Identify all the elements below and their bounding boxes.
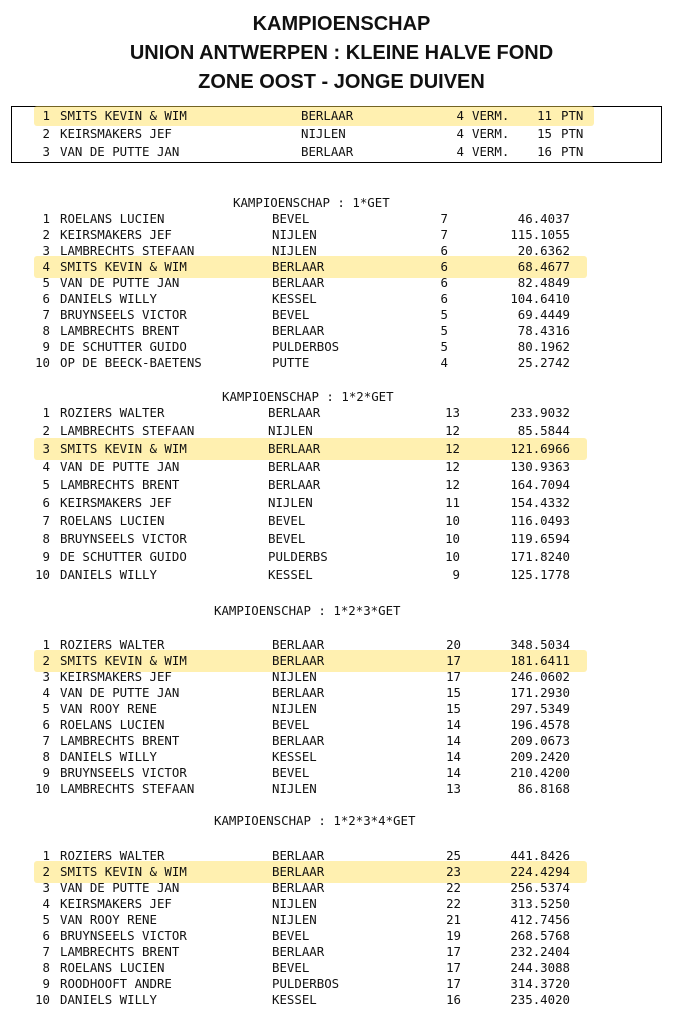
row-score: 115.1055: [510, 227, 570, 242]
ranking-row: [0, 477, 683, 493]
row-rank: 8: [42, 531, 50, 546]
row-count: 5: [440, 339, 448, 354]
row-name: LAMBRECHTS BRENT: [60, 323, 180, 338]
podium-count: 4: [456, 144, 464, 159]
row-count: 14: [446, 717, 461, 732]
row-rank: 2: [42, 653, 50, 668]
row-name: BRUYNSEELS VICTOR: [60, 765, 187, 780]
podium-town: BERLAAR: [301, 144, 354, 159]
podium-name: VAN DE PUTTE JAN: [60, 144, 180, 159]
row-score: 233.9032: [510, 405, 570, 420]
podium-row: [0, 144, 683, 160]
row-town: BEVEL: [272, 765, 310, 780]
row-count: 14: [446, 765, 461, 780]
row-town: BERLAAR: [272, 259, 325, 274]
ranking-row: [0, 531, 683, 547]
row-town: BERLAAR: [272, 323, 325, 338]
row-rank: 6: [42, 495, 50, 510]
row-town: BERLAAR: [268, 477, 321, 492]
row-score: 209.0673: [510, 733, 570, 748]
row-score: 348.5034: [510, 637, 570, 652]
ranking-row: [0, 880, 683, 896]
row-name: KEIRSMAKERS JEF: [60, 669, 172, 684]
section-title: KAMPIOENSCHAP : 1*2*GET: [222, 389, 394, 404]
row-town: NIJLEN: [268, 495, 313, 510]
row-town: KESSEL: [272, 992, 317, 1007]
row-name: VAN DE PUTTE JAN: [60, 459, 180, 474]
ranking-row: [0, 355, 683, 371]
row-name: SMITS KEVIN & WIM: [60, 441, 187, 456]
row-rank: 4: [42, 685, 50, 700]
row-name: DANIELS WILLY: [60, 992, 157, 1007]
row-name: DE SCHUTTER GUIDO: [60, 549, 187, 564]
podium-name: SMITS KEVIN & WIM: [60, 108, 187, 123]
row-rank: 1: [42, 405, 50, 420]
podium-verm-label: VERM.: [472, 126, 510, 141]
row-town: KESSEL: [268, 567, 313, 582]
row-count: 7: [440, 227, 448, 242]
row-score: 82.4849: [517, 275, 570, 290]
row-score: 85.5844: [517, 423, 570, 438]
ranking-row: [0, 495, 683, 511]
row-rank: 9: [42, 339, 50, 354]
podium-rank: 3: [42, 144, 50, 159]
row-name: KEIRSMAKERS JEF: [60, 227, 172, 242]
ranking-row: [0, 781, 683, 797]
podium-rank: 1: [42, 108, 50, 123]
row-count: 17: [446, 976, 461, 991]
row-rank: 3: [42, 880, 50, 895]
row-name: KEIRSMAKERS JEF: [60, 495, 172, 510]
row-rank: 7: [42, 307, 50, 322]
ranking-row: [0, 567, 683, 583]
row-name: BRUYNSEELS VICTOR: [60, 531, 187, 546]
ranking-row: [0, 405, 683, 421]
row-town: BERLAAR: [272, 848, 325, 863]
row-name: VAN ROOY RENE: [60, 912, 157, 927]
podium-verm-label: VERM.: [472, 144, 510, 159]
row-count: 16: [446, 992, 461, 1007]
podium-count: 4: [456, 126, 464, 141]
section-title: KAMPIOENSCHAP : 1*GET: [233, 195, 390, 210]
row-name: BRUYNSEELS VICTOR: [60, 307, 187, 322]
row-count: 21: [446, 912, 461, 927]
row-score: 25.2742: [517, 355, 570, 370]
document-title-block: [0, 10, 683, 97]
row-count: 25: [446, 848, 461, 863]
ranking-row: [0, 275, 683, 291]
row-rank: 2: [42, 423, 50, 438]
row-name: LAMBRECHTS BRENT: [60, 944, 180, 959]
ranking-row: [0, 653, 683, 669]
row-score: 412.7456: [510, 912, 570, 927]
row-count: 17: [446, 669, 461, 684]
row-count: 10: [445, 531, 460, 546]
row-count: 14: [446, 733, 461, 748]
row-count: 19: [446, 928, 461, 943]
row-rank: 10: [35, 781, 50, 796]
row-name: ROZIERS WALTER: [60, 637, 165, 652]
row-name: VAN ROOY RENE: [60, 701, 157, 716]
ranking-row: [0, 323, 683, 339]
row-score: 268.5768: [510, 928, 570, 943]
row-name: LAMBRECHTS BRENT: [60, 477, 180, 492]
row-name: ROZIERS WALTER: [60, 405, 165, 420]
row-town: BERLAAR: [272, 637, 325, 652]
row-count: 17: [446, 960, 461, 975]
ranking-row: [0, 896, 683, 912]
row-score: 256.5374: [510, 880, 570, 895]
row-count: 22: [446, 896, 461, 911]
row-count: 17: [446, 653, 461, 668]
row-score: 235.4020: [510, 992, 570, 1007]
row-rank: 1: [42, 637, 50, 652]
row-name: KEIRSMAKERS JEF: [60, 896, 172, 911]
row-rank: 1: [42, 848, 50, 863]
row-count: 10: [445, 513, 460, 528]
row-rank: 5: [42, 477, 50, 492]
row-score: 209.2420: [510, 749, 570, 764]
document-zone-title: ZONE OOST - JONGE DUIVEN: [198, 71, 485, 93]
row-count: 5: [440, 307, 448, 322]
row-rank: 6: [42, 291, 50, 306]
row-town: PULDERBS: [268, 549, 328, 564]
row-name: ROELANS LUCIEN: [60, 211, 165, 226]
row-score: 69.4449: [517, 307, 570, 322]
ranking-row: [0, 733, 683, 749]
row-rank: 8: [42, 323, 50, 338]
row-count: 5: [440, 323, 448, 338]
row-count: 6: [440, 259, 448, 274]
row-town: BERLAAR: [268, 459, 321, 474]
row-name: ROZIERS WALTER: [60, 848, 165, 863]
row-town: PULDERBOS: [272, 339, 340, 354]
row-score: 68.4677: [517, 259, 570, 274]
row-score: 116.0493: [510, 513, 570, 528]
row-name: VAN DE PUTTE JAN: [60, 685, 180, 700]
row-name: ROELANS LUCIEN: [60, 960, 165, 975]
ranking-row: [0, 459, 683, 475]
ranking-row: [0, 928, 683, 944]
row-town: NIJLEN: [272, 781, 317, 796]
ranking-row: [0, 701, 683, 717]
row-town: NIJLEN: [268, 423, 313, 438]
document-subtitle: UNION ANTWERPEN : KLEINE HALVE FOND: [129, 42, 554, 64]
row-town: BEVEL: [272, 717, 310, 732]
podium-points: 15: [537, 126, 552, 141]
row-count: 6: [440, 275, 448, 290]
row-rank: 1: [42, 211, 50, 226]
ranking-row: [0, 227, 683, 243]
ranking-row: [0, 960, 683, 976]
row-score: 78.4316: [517, 323, 570, 338]
row-rank: 10: [35, 355, 50, 370]
row-name: LAMBRECHTS STEFAAN: [60, 243, 195, 258]
document-title: KAMPIOENSCHAP: [252, 13, 431, 35]
row-town: BERLAAR: [272, 880, 325, 895]
row-count: 4: [440, 355, 448, 370]
ranking-row: [0, 976, 683, 992]
row-count: 15: [446, 685, 461, 700]
row-town: NIJLEN: [272, 896, 317, 911]
podium-name: KEIRSMAKERS JEF: [60, 126, 172, 141]
row-rank: 7: [42, 733, 50, 748]
row-count: 13: [445, 405, 460, 420]
row-score: 232.2404: [510, 944, 570, 959]
row-score: 181.6411: [510, 653, 570, 668]
ranking-row: [0, 307, 683, 323]
podium-points-unit: PTN: [561, 126, 584, 141]
row-count: 15: [446, 701, 461, 716]
row-name: SMITS KEVIN & WIM: [60, 259, 187, 274]
row-town: KESSEL: [272, 749, 317, 764]
row-rank: 8: [42, 749, 50, 764]
row-rank: 4: [42, 459, 50, 474]
row-town: BERLAAR: [272, 653, 325, 668]
row-score: 441.8426: [510, 848, 570, 863]
podium-points: 11: [537, 108, 552, 123]
ranking-row: [0, 749, 683, 765]
row-town: BERLAAR: [272, 944, 325, 959]
row-count: 13: [446, 781, 461, 796]
ranking-row: [0, 339, 683, 355]
ranking-row: [0, 423, 683, 439]
row-rank: 3: [42, 243, 50, 258]
row-town: BEVEL: [268, 513, 306, 528]
ranking-row: [0, 685, 683, 701]
podium-points: 16: [537, 144, 552, 159]
row-count: 11: [445, 495, 460, 510]
row-count: 12: [445, 441, 460, 456]
row-name: LAMBRECHTS STEFAAN: [60, 781, 195, 796]
ranking-row: [0, 549, 683, 565]
row-rank: 9: [42, 549, 50, 564]
podium-points-unit: PTN: [561, 144, 584, 159]
row-name: ROODHOOFT ANDRE: [60, 976, 172, 991]
row-score: 46.4037: [517, 211, 570, 226]
row-town: NIJLEN: [272, 701, 317, 716]
ranking-row: [0, 441, 683, 457]
row-name: LAMBRECHTS STEFAAN: [60, 423, 195, 438]
ranking-row: [0, 944, 683, 960]
row-score: 297.5349: [510, 701, 570, 716]
row-town: PUTTE: [272, 355, 310, 370]
ranking-row: [0, 669, 683, 685]
ranking-row: [0, 513, 683, 529]
row-rank: 8: [42, 960, 50, 975]
row-score: 80.1962: [517, 339, 570, 354]
row-count: 22: [446, 880, 461, 895]
podium-row: [0, 108, 683, 124]
row-count: 6: [440, 291, 448, 306]
podium-town: NIJLEN: [301, 126, 346, 141]
row-town: BEVEL: [272, 211, 310, 226]
row-rank: 9: [42, 765, 50, 780]
row-town: BERLAAR: [272, 733, 325, 748]
row-town: BERLAAR: [268, 405, 321, 420]
row-count: 23: [446, 864, 461, 879]
row-rank: 4: [42, 896, 50, 911]
row-name: VAN DE PUTTE JAN: [60, 275, 180, 290]
row-score: 125.1778: [510, 567, 570, 582]
row-town: PULDERBOS: [272, 976, 340, 991]
row-town: BERLAAR: [268, 441, 321, 456]
row-rank: 7: [42, 513, 50, 528]
row-rank: 7: [42, 944, 50, 959]
row-score: 171.8240: [510, 549, 570, 564]
row-score: 244.3088: [510, 960, 570, 975]
row-rank: 5: [42, 701, 50, 716]
row-count: 10: [445, 549, 460, 564]
row-town: NIJLEN: [272, 227, 317, 242]
row-score: 196.4578: [510, 717, 570, 732]
row-rank: 6: [42, 717, 50, 732]
podium-count: 4: [456, 108, 464, 123]
row-score: 86.8168: [517, 781, 570, 796]
row-name: OP DE BEECK-BAETENS: [60, 355, 202, 370]
row-name: LAMBRECHTS BRENT: [60, 733, 180, 748]
row-score: 119.6594: [510, 531, 570, 546]
row-score: 20.6362: [517, 243, 570, 258]
row-name: DANIELS WILLY: [60, 291, 157, 306]
row-count: 6: [440, 243, 448, 258]
row-rank: 9: [42, 976, 50, 991]
row-rank: 5: [42, 912, 50, 927]
ranking-row: [0, 211, 683, 227]
podium-verm-label: VERM.: [472, 108, 510, 123]
row-rank: 5: [42, 275, 50, 290]
row-name: SMITS KEVIN & WIM: [60, 864, 187, 879]
row-score: 154.4332: [510, 495, 570, 510]
row-name: BRUYNSEELS VICTOR: [60, 928, 187, 943]
row-count: 9: [452, 567, 460, 582]
row-count: 14: [446, 749, 461, 764]
row-name: SMITS KEVIN & WIM: [60, 653, 187, 668]
row-count: 20: [446, 637, 461, 652]
row-rank: 4: [42, 259, 50, 274]
row-score: 246.0602: [510, 669, 570, 684]
row-town: BERLAAR: [272, 685, 325, 700]
row-count: 12: [445, 423, 460, 438]
row-score: 314.3720: [510, 976, 570, 991]
podium-rank: 2: [42, 126, 50, 141]
podium-points-unit: PTN: [561, 108, 584, 123]
podium-town: BERLAAR: [301, 108, 354, 123]
row-town: BEVEL: [272, 307, 310, 322]
row-name: DANIELS WILLY: [60, 749, 157, 764]
row-rank: 10: [35, 992, 50, 1007]
section-title: KAMPIOENSCHAP : 1*2*3*GET: [214, 603, 401, 618]
row-score: 104.6410: [510, 291, 570, 306]
section-title: KAMPIOENSCHAP : 1*2*3*4*GET: [214, 813, 416, 828]
row-score: 121.6966: [510, 441, 570, 456]
row-town: BEVEL: [268, 531, 306, 546]
row-name: ROELANS LUCIEN: [60, 513, 165, 528]
row-town: KESSEL: [272, 291, 317, 306]
row-count: 12: [445, 477, 460, 492]
ranking-row: [0, 864, 683, 880]
ranking-row: [0, 259, 683, 275]
ranking-row: [0, 992, 683, 1008]
row-score: 210.4200: [510, 765, 570, 780]
row-rank: 10: [35, 567, 50, 582]
row-name: DANIELS WILLY: [60, 567, 157, 582]
podium-row: [0, 126, 683, 142]
row-score: 313.5250: [510, 896, 570, 911]
row-town: NIJLEN: [272, 243, 317, 258]
row-score: 164.7094: [510, 477, 570, 492]
ranking-row: [0, 765, 683, 781]
row-rank: 6: [42, 928, 50, 943]
row-town: BERLAAR: [272, 864, 325, 879]
ranking-row: [0, 717, 683, 733]
row-town: NIJLEN: [272, 912, 317, 927]
row-score: 224.4294: [510, 864, 570, 879]
row-count: 17: [446, 944, 461, 959]
row-town: BEVEL: [272, 928, 310, 943]
row-name: VAN DE PUTTE JAN: [60, 880, 180, 895]
row-town: BEVEL: [272, 960, 310, 975]
row-rank: 3: [42, 441, 50, 456]
row-count: 12: [445, 459, 460, 474]
ranking-row: [0, 291, 683, 307]
row-name: ROELANS LUCIEN: [60, 717, 165, 732]
row-score: 130.9363: [510, 459, 570, 474]
row-rank: 2: [42, 864, 50, 879]
row-count: 7: [440, 211, 448, 226]
row-rank: 3: [42, 669, 50, 684]
row-town: BERLAAR: [272, 275, 325, 290]
row-town: NIJLEN: [272, 669, 317, 684]
ranking-row: [0, 912, 683, 928]
row-score: 171.2930: [510, 685, 570, 700]
row-name: DE SCHUTTER GUIDO: [60, 339, 187, 354]
row-rank: 2: [42, 227, 50, 242]
